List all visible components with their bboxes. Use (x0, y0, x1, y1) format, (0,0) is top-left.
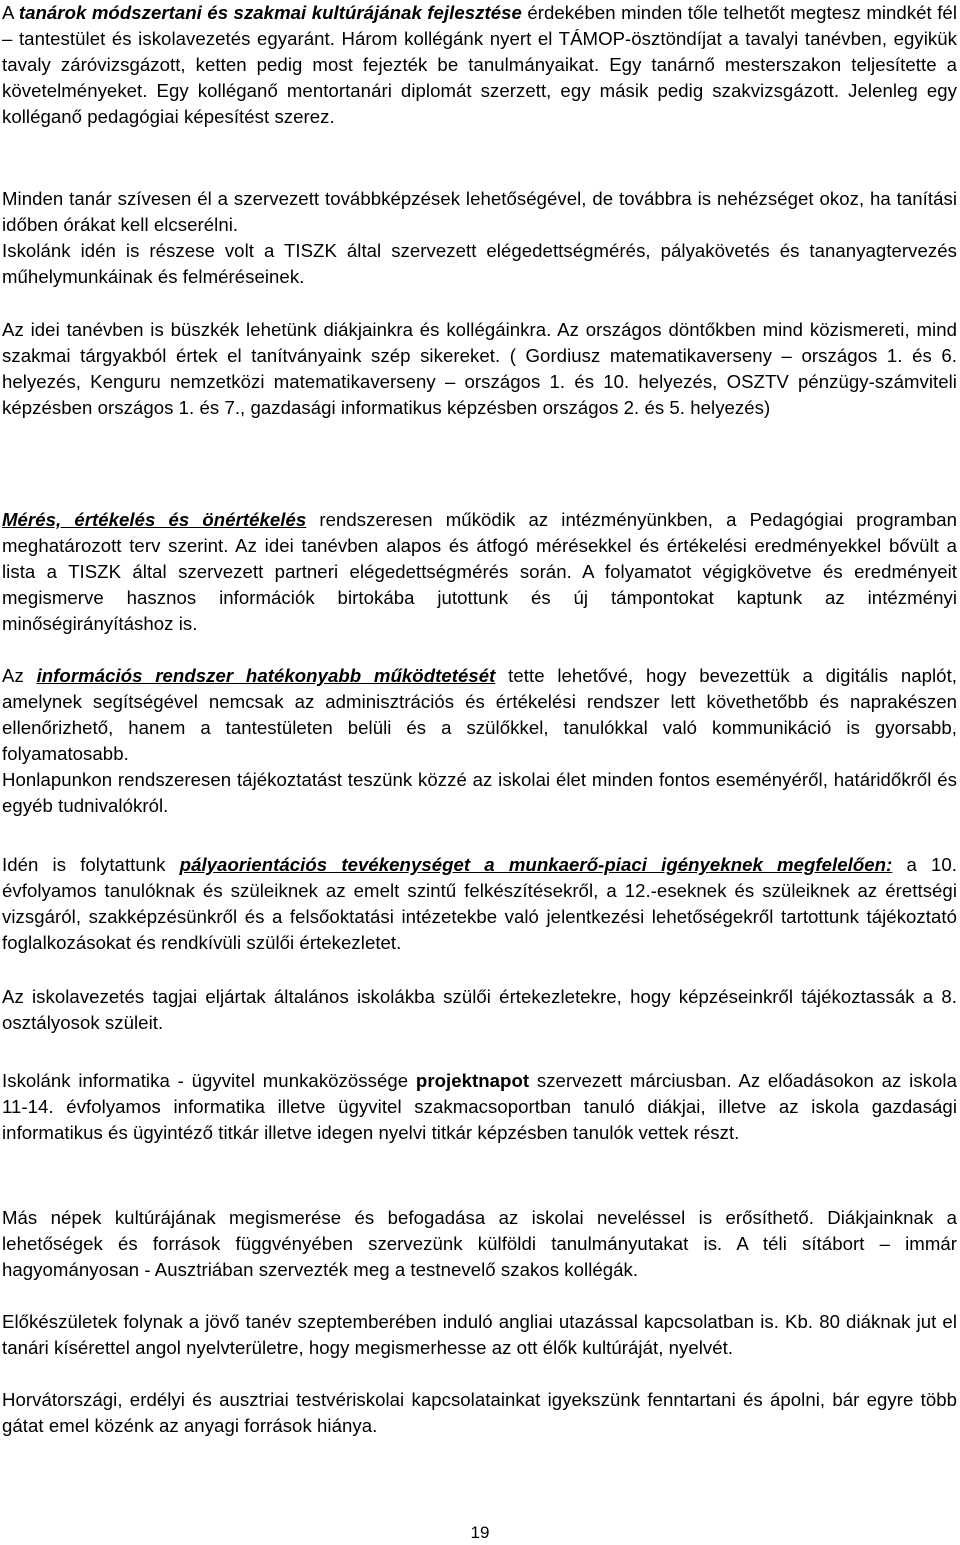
emphasis-information-system: információs rendszer hatékonyabb működtetését (36, 665, 496, 686)
paragraph-information-system (2, 663, 957, 767)
paragraph-england-trip: Előkészületek folynak a jövő tanév szeptemberében induló angliai utazással kapcsolatban is. Kb. 80 diáknak jut el tanári kísérettel angol nyelvterületre, hogy megismerhesse az ott élők kultúráját, nyelvét. (2, 1311, 957, 1358)
paragraph-teacher-development (2, 0, 957, 130)
text: érdekében minden tőle telhetőt megtesz mindkét fél – tantestület és iskolavezetés egyaránt. Három kollégánk nyert el TÁMOP-ösztöndíjat a tavalyi tanévben, egyikük tavaly záróvizsgázott, ketten pedig most fejezték be tanulmányaikat. Egy tanárnő mesterszakon teljesítette a követelményeket. Egy kolléganő mentortanári diplomát szerzett, egy másik pedig szakvizsgázott. Jelenleg egy kolléganő pedagógiai képesítést szerez. (2, 2, 957, 127)
page-number: 19 (470, 1523, 490, 1542)
paragraph-website: Honlapunkon rendszeresen tájékoztatást teszünk közzé az iskolai élet minden fontos eseményéről, határidőkről és egyéb tudnivalókról. (2, 769, 957, 816)
emphasis-career-orientation: pályaorientációs tevékenységet a munkaerő-piaci igényeknek megfelelően: (179, 854, 893, 875)
paragraph-competitions: Az idei tanévben is büszkék lehetünk diákjainkra és kollégáinkra. Az országos döntőkben mind közismereti, mind szakmai tárgyakból értek el tanítványaink szép sikereket. ( Gordiusz matematikaverseny – országos 1. és 6. helyezés, Kenguru nemzetközi matematikaverseny – országos 1. és 10. helyezés, OSZTV pénzügy-számviteli képzésben országos 1. és 7., gazdasági informatikus képzésben országos 2. és 5. helyezés) (2, 319, 957, 418)
emphasis-teacher-development: tanárok módszertani és szakmai kultúrájának fejlesztése (18, 2, 522, 23)
text: Az (2, 665, 37, 686)
paragraph-project-day (2, 1068, 957, 1146)
text: A (2, 2, 19, 23)
paragraph-school-visits: Az iskolavezetés tagjai eljártak általános iskolákba szülői értekezletekre, hogy képzéseinkről tájékoztassák a 8. osztályosok szüleit. (2, 986, 957, 1033)
text: a 10. évfolyamos tanulóknak és szüleiknek az emelt szintű felkészítésekről, a 12.-eseknek és szüleiknek az érettségi vizsgáról, szakképzésünkről és a felsőoktatási intézetekbe való jelentkezési lehetőségekről tartottunk tájékoztató foglalkozásokat és rendkívüli szülői értekezletet. (2, 854, 958, 953)
text: szervezett márciusban. Az előadásokon az iskola 11-14. évfolyamos informatika illetve ügyvitel szakmacsoportban tanuló diákjai, illetve az iskola gazdasági informatikus és ügyintéző titkár illetve idegen nyelvi titkár képzésben tanulók vettek részt. (2, 1070, 957, 1143)
paragraph-cultures: Más népek kultúrájának megismerése és befogadása az iskolai neveléssel is erősíthető. Diákjainknak a lehetőségek és források függvényében szervezünk külföldi tanulmányutakat is. A téli sítábort – immár hagyományosan - Ausztriában szervezték meg a testnevelő szakos kollégák. (2, 1207, 957, 1280)
paragraph-tiszk: Iskolánk idén is részese volt a TISZK által szervezett elégedettségmérés, pályakövetés és tananyagtervezés műhelymunkáinak és felméréseinek. (2, 240, 957, 287)
text: Idén is folytattunk (2, 854, 180, 875)
text: rendszeresen működik az intézményünkben, a Pedagógiai programban meghatározott terv szerint. Az idei tanévben alapos és átfogó mérésekkel és értékelési eredményekkel bővült a lista a TISZK által szervezett partneri elégedettségmérés során. A folyamatot végigkövetve és eredményeit megismerve hasznos információk birtokába jutottunk és új támpontokat kaptunk az intézményi minőségirányításhoz is. (2, 509, 957, 634)
emphasis-measurement: Mérés, értékelés és önértékelés (2, 509, 307, 530)
emphasis-project-day: projektnapot (415, 1070, 530, 1091)
paragraph-training: Minden tanár szívesen él a szervezett továbbképzések lehetőségével, de továbbra is nehézséget okoz, ha tanítási időben órákat kell elcserélni. (2, 188, 957, 235)
paragraph-measurement (2, 507, 957, 637)
paragraph-partner-schools: Horvátországi, erdélyi és ausztriai testvériskolai kapcsolatainkat igyekszünk fenntartani és ápolni, bár egyre több gátat emel közénk az anyagi források hiánya. (2, 1389, 957, 1436)
text: tette lehetővé, hogy bevezettük a digitális naplót, amelynek segítségével nemcsak az adminisztrációs és értékelési rendszer lett követhetőbb és naprakészen ellenőrizhető, hanem a tantestületen belüli és a szülőkkel, tanulókkal való kommunikáció is gyorsabb, folyamatosabb. (2, 665, 958, 764)
text: Iskolánk informatika - ügyvitel munkaközössége (2, 1070, 416, 1091)
paragraph-career-orientation (2, 852, 957, 956)
